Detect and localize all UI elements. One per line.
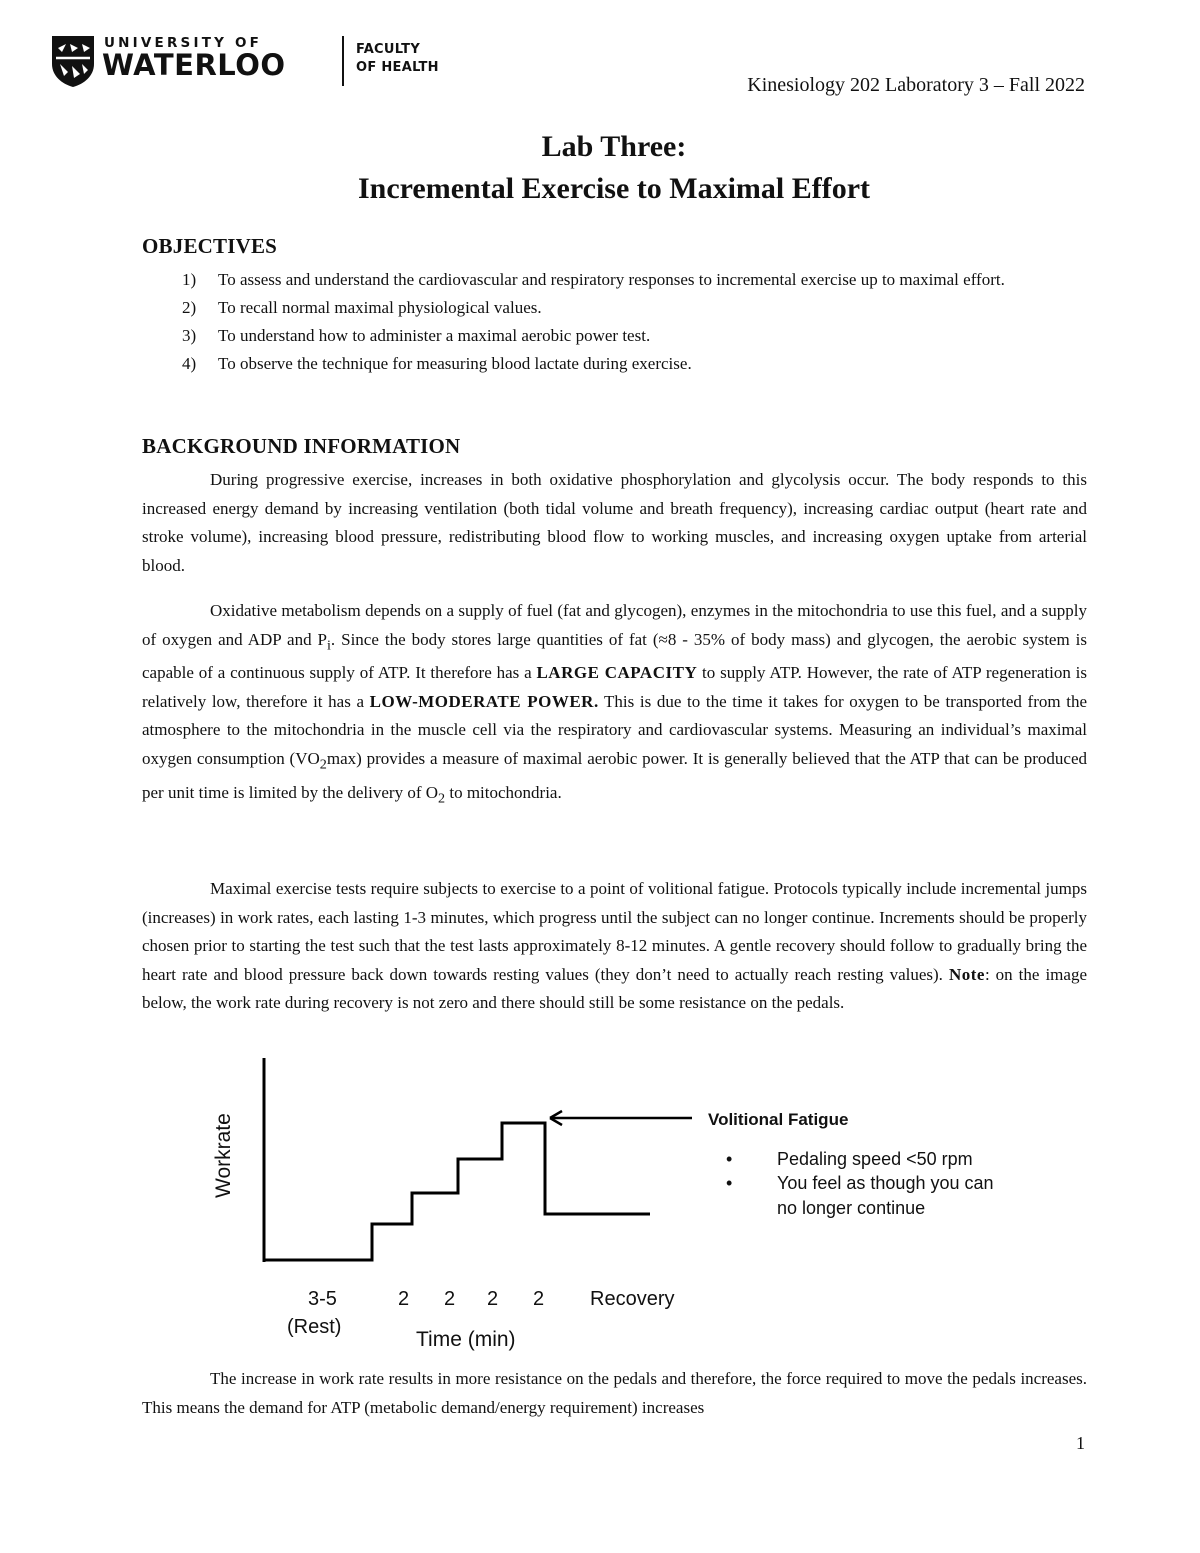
workrate-figure — [200, 1050, 1100, 1370]
p2-sub-i: i — [326, 636, 331, 653]
list-item-number: 4) — [182, 354, 197, 373]
page-title-line1: Lab Three: — [541, 130, 687, 163]
list-item-text: To understand how to administer a maximal aerobic power test. — [218, 326, 651, 345]
fatigue-bullet — [726, 1149, 973, 1170]
p2-text-e: max) provides a measure of maximal aerobic power. It is generally believed that the ATP that can be produced per unit time is limited by the delivery of O — [142, 748, 1087, 802]
logo-faculty-line2: OF HEALTH — [356, 60, 439, 75]
university-logo — [50, 34, 439, 90]
p3-text-a: Maximal exercise tests require subjects to exercise to a point of volitional fatigue. Protocols typically include incremental jumps (increases) in work rates, each lasting 1-3 minutes, which progress until the subject can no longer continue. Increments should be properly chosen prior to starting the test such that the test lasts approximately 8-12 minutes. A gentle recovery should follow to gradually bring the heart rate and blood pressure back down towards resting values (they don’t need to actually reach resting values). — [142, 879, 1087, 984]
rest-label: (Rest) — [287, 1316, 342, 1338]
crest-icon — [50, 34, 96, 88]
logo-faculty-line1: FACULTY — [356, 42, 421, 57]
logo-university-name: WATERLOO — [102, 48, 286, 82]
p2-text-d: This is due to the time it takes for oxygen to be transported from the atmosphere to the mitochondria in the muscle cell via the respiratory and cardiovascular systems. Measuring an individual’s maximal oxygen consumption (VO — [142, 691, 1088, 768]
objectives-list — [142, 266, 1087, 378]
background-paragraph-2 — [142, 597, 1087, 813]
tick-label: 2 — [487, 1288, 499, 1310]
p2-text-a: Oxidative metabolism depends on a supply of fuel (fat and glycogen), enzymes in the mitochondria to use this fuel, and a supply of oxygen and ADP and P — [142, 601, 1087, 649]
logo-divider — [342, 36, 344, 86]
workrate-step-line — [264, 1123, 650, 1260]
list-item-text: To assess and understand the cardiovascular and respiratory responses to incremental exercise up to maximal effort. — [218, 270, 1005, 289]
list-item-text: To observe the technique for measuring blood lactate during exercise. — [218, 354, 692, 373]
volitional-fatigue-title: Volitional Fatigue — [708, 1110, 849, 1129]
fatigue-bullet-text: Pedaling speed <50 rpm — [777, 1149, 973, 1169]
background-paragraph-1: During progressive exercise, increases in both oxidative phosphorylation and glycolysis occur. The body responds to this increased energy demand by increasing ventilation (both tidal volume and breath frequency), increasing cardiac output (heart rate and stroke volume), increasing blood pressure, redistributing blood flow to working muscles, and increasing oxygen uptake from arterial blood. — [142, 470, 1087, 575]
p2-sub-2a: 2 — [319, 756, 327, 773]
list-item — [142, 350, 1087, 378]
tick-label: Recovery — [590, 1288, 675, 1310]
x-axis-label: Time (min) — [416, 1328, 516, 1351]
list-item — [142, 294, 1087, 322]
list-item — [142, 322, 1087, 350]
p2-bold-power: LOW-MODERATE POWER. — [369, 691, 599, 711]
p2-sub-2b: 2 — [438, 790, 446, 807]
list-item-text: To recall normal maximal physiological values. — [218, 298, 542, 317]
p3-note-label: Note — [948, 964, 985, 984]
objectives-heading: OBJECTIVES — [142, 234, 278, 258]
list-item — [142, 266, 1087, 294]
p2-text-b: . Since the body stores large quantities of fat (≈8 - 35% of body mass) and glycogen, the aerobic system is capable of a continuous supply of ATP. It therefore has a — [142, 629, 1087, 683]
background-heading: BACKGROUND INFORMATION — [142, 434, 461, 458]
tick-label: 2 — [398, 1288, 410, 1310]
fatigue-bullet-continuation: no longer continue — [777, 1198, 926, 1218]
tick-label: 2 — [444, 1288, 456, 1310]
p2-text-f: to mitochondria. — [445, 782, 562, 802]
fatigue-bullet-text: You feel as though you can — [777, 1173, 994, 1193]
page-number: 1 — [1076, 1433, 1085, 1453]
tick-label: 2 — [533, 1288, 545, 1310]
p3-text-b: : on the image below, the work rate during recovery is not zero and there should still be some resistance on the pedals. — [142, 964, 1087, 1012]
p2-text-c: to supply ATP. However, the rate of ATP regeneration is relatively low, therefore it has a — [142, 663, 1087, 711]
list-item-number: 1) — [182, 270, 197, 289]
bullet-icon: • — [726, 1149, 733, 1169]
y-axis-label: Workrate — [212, 1113, 235, 1198]
list-item-number: 2) — [182, 298, 197, 317]
background-paragraph-4: The increase in work rate results in more resistance on the pedals and therefore, the force required to move the pedals increases. This means the demand for ATP (metabolic demand/energy requirement) increases — [142, 1369, 1087, 1417]
background-paragraph-3 — [142, 875, 1087, 1018]
p2-bold-capacity: LARGE CAPACITY — [536, 663, 698, 683]
page-title-line2: Incremental Exercise to Maximal Effort — [357, 172, 871, 205]
bullet-icon: • — [726, 1173, 733, 1193]
logo-university-line: UNIVERSITY OF — [104, 35, 263, 51]
tick-label: 3-5 — [308, 1288, 337, 1310]
list-item-number: 3) — [182, 326, 197, 345]
course-header: Kinesiology 202 Laboratory 3 – Fall 2022 — [747, 74, 1085, 96]
fatigue-bullet — [726, 1173, 994, 1194]
